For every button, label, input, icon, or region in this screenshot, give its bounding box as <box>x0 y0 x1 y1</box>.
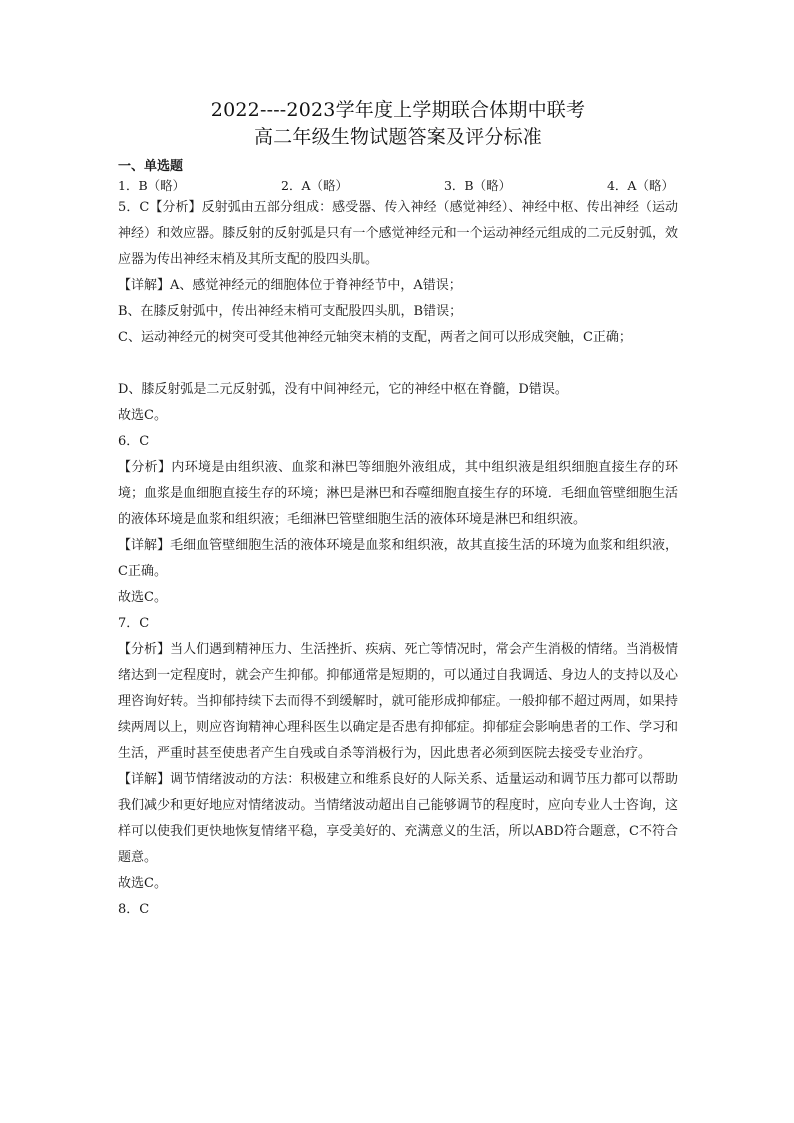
q5-choose: 故选C。 <box>118 408 167 423</box>
q5-detail-b: B、在膝反射弧中，传出神经末梢可支配股四头肌，B错误； <box>118 304 463 319</box>
q6-detail: 【详解】毛细血管壁细胞生活的液体环境是血浆和组织液，故其直接生活的环境为血浆和组织液，C正确。 <box>118 538 678 579</box>
q5-detail-a: 【详解】A、感觉神经元的细胞体位于脊神经节中，A错误； <box>118 278 462 293</box>
q7-choose: 故选C。 <box>118 876 167 891</box>
answer-q4: 4．A（略） <box>606 178 674 193</box>
q7-detail: 【详解】调节情绪波动的方法：积极建立和维系良好的人际关系、适量运动和调节压力都可以帮助我们减少和更好地应对情绪波动。当情绪波动超出自己能够调节的程度时，应向专业人士咨询，这样可以使我们更快地恢复情绪平稳，享受美好的、充满意义的生活，所以ABD符合题意，C不符合题意。 <box>118 772 678 865</box>
multiple-choice-answers-row <box>118 177 678 195</box>
answer-q2: 2．A（略） <box>281 178 349 193</box>
q5-analysis: 5．C【分析】反射弧由五部分组成：感受器、传入神经（感觉神经）、神经中枢、传出神经（运动神经）和效应器。膝反射的反射弧是只有一个感觉神经元和一个运动神经元组成的二元反射弧，效应器为传出神经末梢及其所支配的股四头肌。 <box>118 200 678 267</box>
answer-q1: 1．B（略） <box>118 178 186 193</box>
q5-detail-d: D、膝反射弧是二元反射弧，没有中间神经元，它的神经中枢在脊髓，D错误。 <box>118 382 568 397</box>
section-heading-single-choice: 一、单选题 <box>118 159 184 174</box>
blank-line <box>118 351 678 377</box>
answer-q3: 3．B（略） <box>443 178 512 193</box>
document-title-line1: 2022----2023学年度上学期联合体期中联考 <box>210 99 586 121</box>
q6-analysis: 【分析】内环境是由组织液、血浆和淋巴等细胞外液组成，其中组织液是组织细胞直接生存的环境；血浆是血细胞直接生存的环境；淋巴是淋巴和吞噬细胞直接生存的环境．毛细血管壁细胞生活的液体环境是血浆和组织液；毛细淋巴管壁细胞生活的液体环境是淋巴和组织液。 <box>118 460 678 527</box>
q8-number: 8．C <box>118 902 150 917</box>
document-page <box>118 95 678 923</box>
q6-number: 6．C <box>118 434 150 449</box>
q7-number: 7．C <box>118 616 150 631</box>
q5-detail-c: C、运动神经元的树突可受其他神经元轴突末梢的支配，两者之间可以形成突触，C正确； <box>118 330 632 345</box>
q7-analysis: 【分析】当人们遇到精神压力、生活挫折、疾病、死亡等情况时，常会产生消极的情绪。当消极情绪达到一定程度时，就会产生抑郁。抑郁通常是短期的，可以通过自我调适、身边人的支持以及心理咨询好转。当抑郁持续下去而得不到缓解时，就可能形成抑郁症。一般抑郁不超过两周，如果持续两周以上，则应咨询精神心理科医生以确定是否患有抑郁症。抑郁症会影响患者的工作、学习和生活，严重时甚至使患者产生自残或自杀等消极行为，因此患者必须到医院去接受专业治疗。 <box>118 642 678 761</box>
q6-choose: 故选C。 <box>118 590 167 605</box>
document-title-line2: 高二年级生物试题答案及评分标准 <box>253 126 542 148</box>
